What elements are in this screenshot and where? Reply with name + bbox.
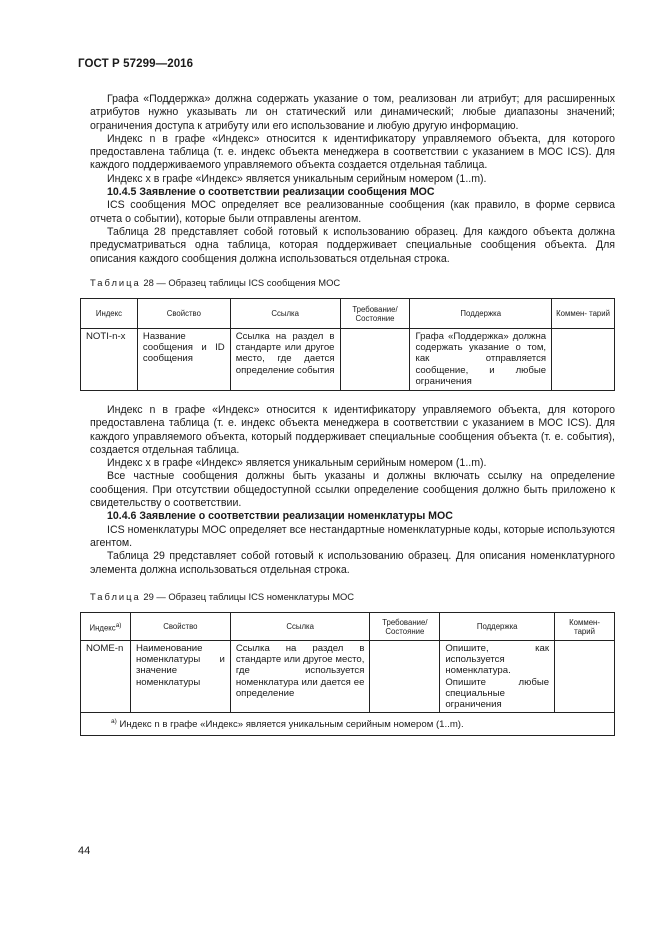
cell-support: Графа «Поддержка» должна содержать указание о том, как отправляется сообщение, и любые ограничения <box>410 329 552 391</box>
footnote-text: Индекс n в графе «Индекс» является уникальным серийным номером (1..m). <box>119 719 464 731</box>
column-header: Свойство <box>137 299 230 329</box>
footnote-mark: а) <box>111 718 117 726</box>
column-header: Ссылка <box>230 613 370 641</box>
paragraph: Индекс n в графе «Индекс» относится к идентификатору управляемого объекта, для которого предоставлена таблица (т. е. индекс объекта менеджера в соответствии с указанием в МОС ICS). Для каждого управляемого объекта, который поддерживает специальные сообщения объекта (т. е. события), создается отдельная таблица. <box>90 404 615 456</box>
table-header-row <box>81 299 615 329</box>
paragraph: Графа «Поддержка» должна содержать указание о том, реализован ли атрибут; для расширенных атрибутов нужно указывать ли он статический или динамический; любые диапазоны значений; ограничения доступа к атрибуту или его использование и любую другую информацию. <box>90 93 615 132</box>
table-header-row <box>81 613 615 641</box>
column-header: Поддержка <box>440 613 555 641</box>
column-header <box>81 613 131 641</box>
paragraph: Индекс n в графе «Индекс» относится к идентификатору управляемого объекта, для которого предоставлена таблица (т. е. индекс объекта менеджера в соответствии с указанием в МОС ICS). Для каждого поддерживаемого управляемого объекта создается отдельная таблица. <box>90 132 615 172</box>
paragraph: Таблица 29 представляет собой готовый к использованию образец. Для описания номенклатурного элемента должна использоваться отдельная строка. <box>90 550 615 576</box>
cell-requirement <box>370 641 440 713</box>
paragraph: Таблица 28 представляет собой готовый к использованию образец. Для каждого объекта должна предусматриваться одна таблица, которая поддерживает специальные сообщения объекта. Для описания каждого сообщения должна использоваться отдельная строка. <box>90 225 615 265</box>
table-29 <box>80 612 615 736</box>
text-block-1 <box>90 93 615 266</box>
paragraph: ICS сообщения МОС определяет все реализованные сообщения (как правило, в форме сервиса отчета о событии), которые были отправлены агентом. <box>90 199 615 225</box>
cell-comment <box>555 641 615 713</box>
caption-word: Таблица <box>90 591 141 602</box>
document-header: ГОСТ Р 57299—2016 <box>78 58 194 70</box>
paragraph: Индекс x в графе «Индекс» является уникальным серийным номером (1..m). <box>107 172 487 185</box>
cell-support: Опишите, как используется номенклатура. Опишите любые специальные ограничения <box>440 641 555 713</box>
cell-property: Наименование номенклатуры и значение номенклатуры <box>130 641 230 713</box>
caption-text: 29 — Образец таблицы ICS номенклатуры МОС <box>143 591 355 602</box>
section-heading: 10.4.5 Заявление о соответствии реализации сообщения МОС <box>107 186 435 199</box>
table-caption <box>90 591 354 603</box>
text-block-2 <box>90 404 615 577</box>
table-caption <box>90 277 340 289</box>
paragraph: ICS номенклатуры МОС определяет все нестандартные номенклатурные коды, которые используются агентом. <box>90 523 615 549</box>
cell-comment <box>552 329 615 391</box>
caption-text: 28 — Образец таблицы ICS сообщения МОС <box>143 277 341 288</box>
cell-reference: Ссылка на раздел в стандарте или другое место, где дается определение события <box>230 329 340 391</box>
footnote-mark: а) <box>115 621 122 629</box>
column-header: Коммен- тарий <box>552 299 615 329</box>
table-row <box>81 329 615 391</box>
cell-property: Название сообщения и ID сообщения <box>137 329 230 391</box>
cell-requirement <box>340 329 410 391</box>
table-footnote-row <box>81 713 615 735</box>
section-heading: 10.4.6 Заявление о соответствии реализации номенклатуры МОС <box>107 510 453 523</box>
cell-index: NOME-n <box>81 641 131 713</box>
column-header: Поддержка <box>410 299 552 329</box>
column-header: Требование/ Состояние <box>370 613 440 641</box>
column-header: Индекс <box>81 299 138 329</box>
caption-word: Таблица <box>90 277 141 288</box>
table-28 <box>80 298 615 391</box>
paragraph: Индекс x в графе «Индекс» является уникальным серийным номером (1..m). <box>107 457 487 470</box>
table-row <box>81 641 615 713</box>
column-header: Требование/ Состояние <box>340 299 410 329</box>
column-header: Коммен- тарий <box>555 613 615 641</box>
cell-index: NOTI-n-x <box>81 329 138 391</box>
cell-reference: Ссылка на раздел в стандарте или другое место, где используется номенклатура или дается ее определение <box>230 641 370 713</box>
header-text: Индекс <box>89 623 116 633</box>
page-number: 44 <box>78 845 91 857</box>
column-header: Свойство <box>130 613 230 641</box>
paragraph: Все частные сообщения должны быть указаны и должны включать ссылку на определение сообщения. При отсутствии общедоступной ссылки определение сообщения должно быть приложено к свидетельству о соответствии. <box>90 470 615 510</box>
table-footnote <box>81 713 615 735</box>
column-header: Ссылка <box>230 299 340 329</box>
